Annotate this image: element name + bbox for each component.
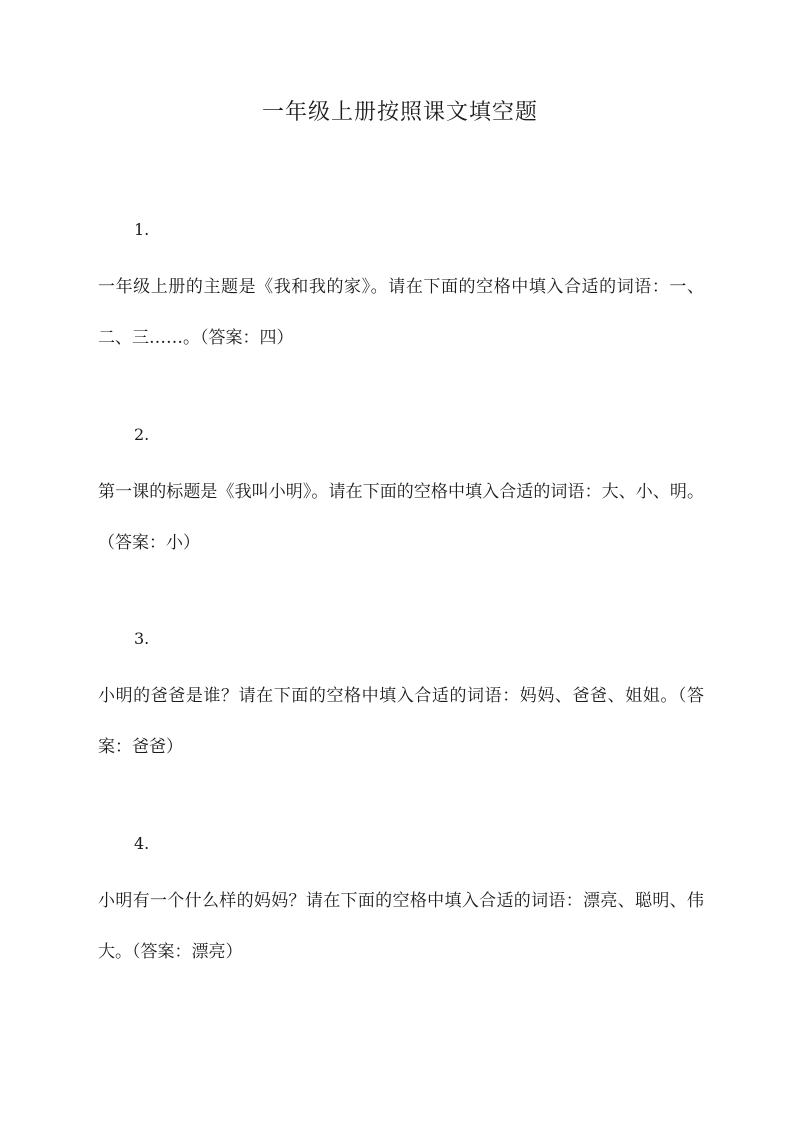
- question-1: [98, 218, 704, 364]
- question-number: 1.: [134, 220, 150, 239]
- question-number: 2.: [134, 425, 150, 444]
- question-2: [98, 423, 704, 569]
- question-text: 第一课的标题是《我叫小明》。请在下面的空格中填入合适的词语：大、小、明。（答案：小）: [98, 482, 704, 553]
- question-text: 一年级上册的主题是《我和我的家》。请在下面的空格中填入合适的词语：一、二、三……。（答案：四）: [98, 277, 704, 348]
- question-3: [98, 627, 704, 773]
- question-text: 小明有一个什么样的妈妈？请在下面的空格中填入合适的词语：漂亮、聪明、伟大。（答案：漂亮）: [98, 891, 704, 962]
- question-number: 3.: [134, 629, 150, 648]
- question-text: 小明的爸爸是谁？请在下面的空格中填入合适的词语：妈妈、爸爸、姐姐。（答案：爸爸）: [98, 686, 704, 757]
- page-title: 一年级上册按照课文填空题: [261, 100, 538, 125]
- question-4: [98, 832, 704, 978]
- question-number: 4.: [134, 834, 150, 853]
